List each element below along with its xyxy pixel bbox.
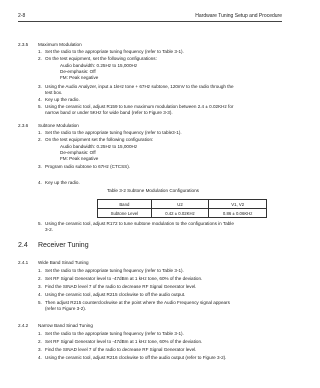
step-text: Using the Audio Analyzer, input a 1kHz tone + 67Hz subtone, 120mV to the radio through the	[45, 84, 234, 89]
step-text: Set the radio to the appropriate tuning frequency (refer to Table 3-1).	[45, 331, 184, 336]
running-title: Hardware Tuning Setup and Procedure	[195, 13, 282, 19]
step-number: 3.	[38, 164, 42, 169]
table-header-row	[98, 200, 267, 209]
step-text: Key up the radio.	[45, 97, 80, 102]
step-number: 1.	[38, 268, 42, 273]
section-title: Subtone Modulation	[38, 123, 79, 128]
step-text: Program radio subtone to 67Hz (CTCSS).	[45, 164, 131, 169]
step-text: Then adjust R215 counterclockwise at the point where the Audio Frequency signal appears	[45, 300, 230, 305]
step-text: Set the radio to the appropriate tuning frequency (refer to Table 3-1).	[45, 49, 184, 54]
step-number: 4.	[38, 97, 42, 102]
section-number: 2.4.2	[18, 323, 29, 328]
config-line: FM: Peak negative	[60, 75, 99, 80]
config-line: FM: Peak negative	[60, 156, 99, 161]
table-caption: Table 3-2 Subtone Modulation Configurations	[107, 188, 199, 193]
step-number: 2.	[38, 339, 42, 344]
section-title: Narrow Band Sinad Tuning	[38, 323, 93, 328]
chapter-section-title: Receiver Tuning	[38, 242, 89, 249]
section-title: Maximum Modulation	[38, 42, 82, 47]
step-number: 5.	[38, 300, 42, 305]
step-number: 4.	[38, 355, 42, 360]
step-number: 3.	[38, 347, 42, 352]
config-line: De-emphasis: Off	[60, 150, 96, 155]
table-cell: 0.42 ± 0.02KHz	[151, 209, 209, 218]
step-text: (refer to Figure 3-2).	[45, 306, 87, 311]
chapter-section-number: 2.4	[18, 242, 28, 249]
step-text: Using the ceramic tool, adjust R172 to tune subtone modulation to the configurations in Table	[45, 221, 234, 226]
step-number: 5.	[38, 221, 42, 226]
table-cell: 0.86 ± 0.06KHz	[209, 209, 267, 218]
step-number: 5.	[38, 104, 42, 109]
section-number: 2.3.5	[18, 42, 29, 47]
table-header-cell: Band	[98, 200, 152, 209]
config-line: Audio bandwidth: 0.25Hz to 15,000Hz	[60, 144, 138, 149]
step-number: 1.	[38, 49, 42, 54]
step-number: 2.	[38, 137, 42, 142]
step-text: On the test equipment, set the following configurations:	[45, 56, 157, 61]
step-text: Set the radio to the appropriate tuning frequency (refer to table3-1).	[45, 130, 182, 135]
page-number: 2-8	[18, 13, 26, 19]
step-text: Using the ceramic tool, adjust R159 to tune maximum modulation between 2.4 ± 0.02KHz for	[45, 104, 234, 109]
step-text: test box.	[45, 90, 63, 95]
step-number: 2.	[38, 276, 42, 281]
step-text: Set the radio to the appropriate tuning frequency (refer to Table 3-1).	[45, 268, 184, 273]
step-text: Using the ceramic tool, adjust R215 clockwise to off the audio output.	[45, 292, 186, 297]
table-row	[98, 209, 267, 218]
step-text: Using the ceramic tool, adjust R216 clockwise to off the audio output (refer to Figure 3-2).	[45, 355, 227, 360]
subtone-config-table	[97, 199, 267, 218]
section-number: 2.3.6	[18, 123, 29, 128]
table-cell: Subtone Level	[98, 209, 152, 218]
table-header-cell: V1, V2	[209, 200, 267, 209]
config-line: De-emphasis: Off	[60, 69, 96, 74]
config-line: Audio bandwidth: 0.25Hz to 15,000Hz	[60, 63, 138, 68]
step-number: 4.	[38, 180, 42, 185]
section-number: 2.4.1	[18, 260, 29, 265]
step-number: 1.	[38, 130, 42, 135]
header-rule	[18, 21, 282, 22]
step-text: narrow band or under 5KHz for wide band (refer to Figure 3-3).	[45, 110, 173, 115]
step-text: Set RF Signal Generator level to -47dBm at 1 kHz tone, 60% of the deviation.	[45, 339, 203, 344]
step-number: 2.	[38, 56, 42, 61]
step-text: Key up the radio.	[45, 180, 80, 185]
step-text: 3-2.	[45, 227, 53, 232]
step-text: Set RF Signal Generator level to -47dBm at 1 kHz tone, 60% of the deviation.	[45, 276, 203, 281]
step-text: Find the SINAD level 7 of the radio to decrease RF Signal Generator level.	[45, 347, 197, 352]
table-header-cell: U2	[151, 200, 209, 209]
step-number: 1.	[38, 331, 42, 336]
step-number: 4.	[38, 292, 42, 297]
step-text: Find the SINAD level 7 of the radio to decrease RF Signal Generator level.	[45, 284, 197, 289]
step-text: On the test equipment set the following configuration:	[45, 137, 154, 142]
step-number: 3.	[38, 284, 42, 289]
step-number: 3.	[38, 84, 42, 89]
section-title: Wide Band Sinad Tuning	[38, 260, 89, 265]
